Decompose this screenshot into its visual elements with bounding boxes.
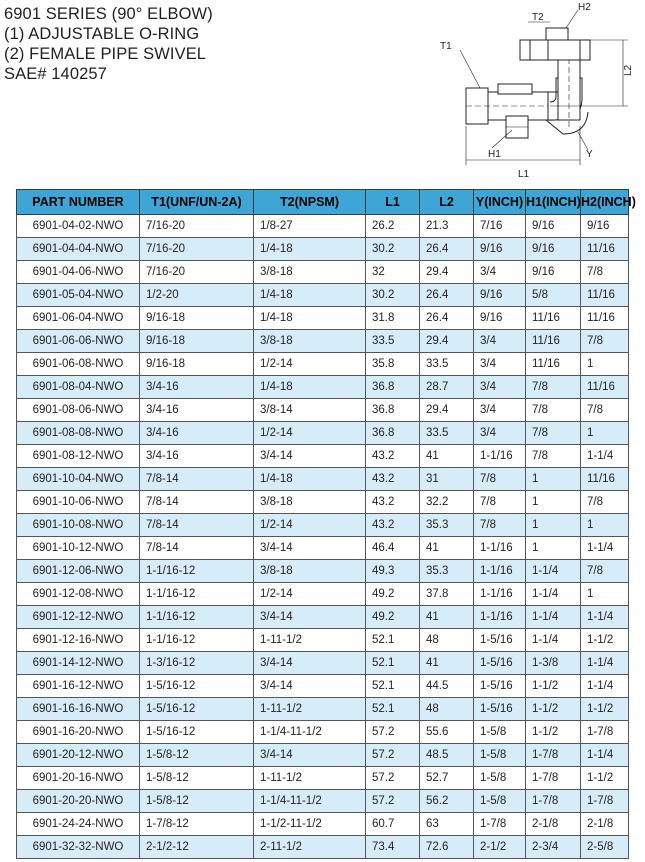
cell-t2: 3/8-18 (254, 491, 366, 514)
cell-h1: 1-7/8 (526, 790, 581, 813)
cell-l1: 36.8 (366, 376, 420, 399)
cell-t2: 1/4-18 (254, 468, 366, 491)
label-l2: L2 (623, 64, 634, 76)
cell-l2: 29.4 (420, 330, 474, 353)
cell-l1: 36.8 (366, 399, 420, 422)
cell-h2: 7/8 (581, 560, 629, 583)
cell-h2: 11/16 (581, 468, 629, 491)
cell-part-number: 6901-10-12-NWO (17, 537, 140, 560)
cell-y: 2-1/2 (474, 836, 526, 859)
cell-y: 1-1/16 (474, 537, 526, 560)
table-row (17, 330, 629, 353)
cell-t2: 3/4-14 (254, 744, 366, 767)
cell-l1: 49.2 (366, 583, 420, 606)
cell-l1: 30.2 (366, 284, 420, 307)
table-row (17, 353, 629, 376)
cell-part-number: 6901-16-16-NWO (17, 698, 140, 721)
cell-part-number: 6901-16-20-NWO (17, 721, 140, 744)
cell-t2: 3/8-18 (254, 560, 366, 583)
label-t1: T1 (440, 41, 452, 52)
table-row (17, 491, 629, 514)
cell-l2: 31 (420, 468, 474, 491)
cell-y: 1-5/16 (474, 698, 526, 721)
cell-t1: 3/4-16 (140, 422, 254, 445)
cell-y: 9/16 (474, 284, 526, 307)
cell-h1: 1-1/2 (526, 698, 581, 721)
cell-l1: 36.8 (366, 422, 420, 445)
table-row (17, 583, 629, 606)
table-row (17, 721, 629, 744)
cell-t2: 3/8-18 (254, 330, 366, 353)
cell-h1: 1-1/2 (526, 721, 581, 744)
cell-t2: 3/4-14 (254, 675, 366, 698)
cell-part-number: 6901-06-06-NWO (17, 330, 140, 353)
cell-l1: 49.3 (366, 560, 420, 583)
cell-t1: 2-1/2-12 (140, 836, 254, 859)
cell-l2: 72.6 (420, 836, 474, 859)
table-row (17, 790, 629, 813)
table-row (17, 560, 629, 583)
table-row (17, 468, 629, 491)
cell-h1: 1-1/4 (526, 629, 581, 652)
cell-part-number: 6901-12-12-NWO (17, 606, 140, 629)
cell-t2: 1/4-18 (254, 307, 366, 330)
cell-h2: 1 (581, 514, 629, 537)
cell-y: 7/8 (474, 514, 526, 537)
cell-t2: 3/8-14 (254, 399, 366, 422)
cell-h1: 5/8 (526, 284, 581, 307)
cell-y: 1-1/16 (474, 560, 526, 583)
cell-part-number: 6901-08-04-NWO (17, 376, 140, 399)
label-y: Y (586, 149, 593, 160)
header-h2: H2(INCH) (581, 190, 629, 215)
cell-h1: 1 (526, 491, 581, 514)
cell-t2: 1/4-18 (254, 376, 366, 399)
cell-part-number: 6901-32-32-NWO (17, 836, 140, 859)
cell-t2: 1-1/4-11-1/2 (254, 721, 366, 744)
table-row (17, 514, 629, 537)
header-part-number: PART NUMBER (17, 190, 140, 215)
table-row (17, 606, 629, 629)
cell-l1: 31.8 (366, 307, 420, 330)
cell-h2: 7/8 (581, 491, 629, 514)
table-row (17, 675, 629, 698)
cell-y: 1-5/8 (474, 721, 526, 744)
cell-h1: 9/16 (526, 215, 581, 238)
cell-l2: 48 (420, 629, 474, 652)
cell-part-number: 6901-20-12-NWO (17, 744, 140, 767)
cell-y: 1-7/8 (474, 813, 526, 836)
cell-t2: 1/8-27 (254, 215, 366, 238)
cell-t1: 1-5/16-12 (140, 721, 254, 744)
cell-l1: 52.1 (366, 698, 420, 721)
cell-t1: 1-7/8-12 (140, 813, 254, 836)
spec-table (16, 189, 636, 859)
cell-part-number: 6901-04-02-NWO (17, 215, 140, 238)
title-line-sae: SAE# 140257 (4, 65, 107, 83)
cell-t1: 1-5/16-12 (140, 698, 254, 721)
cell-h1: 9/16 (526, 261, 581, 284)
cell-h1: 1 (526, 468, 581, 491)
cell-h2: 1-7/8 (581, 790, 629, 813)
table-row (17, 376, 629, 399)
cell-t2: 1/2-14 (254, 514, 366, 537)
cell-l1: 43.2 (366, 514, 420, 537)
cell-l1: 57.2 (366, 721, 420, 744)
cell-y: 3/4 (474, 261, 526, 284)
cell-t2: 1/4-18 (254, 284, 366, 307)
cell-part-number: 6901-20-16-NWO (17, 767, 140, 790)
cell-h1: 1-1/4 (526, 560, 581, 583)
table-row (17, 537, 629, 560)
cell-h1: 1 (526, 537, 581, 560)
label-t2: T2 (532, 12, 544, 23)
cell-l2: 41 (420, 606, 474, 629)
cell-l1: 52.1 (366, 629, 420, 652)
label-l1: L1 (518, 169, 530, 180)
cell-part-number: 6901-10-08-NWO (17, 514, 140, 537)
cell-t1: 9/16-18 (140, 330, 254, 353)
cell-y: 1-5/16 (474, 629, 526, 652)
cell-h2: 1 (581, 422, 629, 445)
cell-l2: 41 (420, 652, 474, 675)
cell-t1: 7/8-14 (140, 514, 254, 537)
table-row (17, 284, 629, 307)
cell-part-number: 6901-12-16-NWO (17, 629, 140, 652)
cell-h2: 11/16 (581, 376, 629, 399)
cell-l2: 29.4 (420, 261, 474, 284)
table-row (17, 629, 629, 652)
cell-l1: 26.2 (366, 215, 420, 238)
cell-l2: 35.3 (420, 514, 474, 537)
cell-l1: 60.7 (366, 813, 420, 836)
cell-h2: 2-1/8 (581, 813, 629, 836)
cell-part-number: 6901-20-20-NWO (17, 790, 140, 813)
cell-h1: 2-3/4 (526, 836, 581, 859)
cell-part-number: 6901-06-08-NWO (17, 353, 140, 376)
cell-y: 7/16 (474, 215, 526, 238)
cell-l2: 52.7 (420, 767, 474, 790)
cell-l2: 29.4 (420, 399, 474, 422)
cell-h2: 1-1/4 (581, 675, 629, 698)
cell-part-number: 6901-24-24-NWO (17, 813, 140, 836)
cell-l2: 32.2 (420, 491, 474, 514)
title-line-end1: (1) ADJUSTABLE O-RING (4, 25, 200, 43)
title-line-end2: (2) FEMALE PIPE SWIVEL (4, 45, 207, 63)
cell-t2: 3/4-14 (254, 606, 366, 629)
cell-l2: 26.4 (420, 307, 474, 330)
cell-t1: 1-3/16-12 (140, 652, 254, 675)
cell-t1: 1-5/8-12 (140, 767, 254, 790)
cell-part-number: 6901-08-08-NWO (17, 422, 140, 445)
cell-l2: 33.5 (420, 353, 474, 376)
cell-part-number: 6901-10-06-NWO (17, 491, 140, 514)
table-row (17, 399, 629, 422)
cell-l1: 57.2 (366, 744, 420, 767)
cell-h1: 9/16 (526, 238, 581, 261)
title-line-series: 6901 SERIES (90° ELBOW) (4, 5, 213, 23)
cell-h2: 1-7/8 (581, 721, 629, 744)
cell-h1: 1-1/4 (526, 606, 581, 629)
cell-y: 3/4 (474, 422, 526, 445)
cell-t1: 1-5/8-12 (140, 790, 254, 813)
cell-h2: 1-1/4 (581, 445, 629, 468)
cell-y: 3/4 (474, 330, 526, 353)
cell-l2: 26.4 (420, 284, 474, 307)
label-h1: H1 (488, 149, 501, 160)
cell-t2: 3/4-14 (254, 652, 366, 675)
cell-part-number: 6901-04-06-NWO (17, 261, 140, 284)
cell-y: 9/16 (474, 238, 526, 261)
header-t1: T1(UNF/UN-2A) (140, 190, 254, 215)
cell-y: 3/4 (474, 376, 526, 399)
cell-h2: 1-1/4 (581, 652, 629, 675)
cell-y: 1-5/16 (474, 652, 526, 675)
cell-t2: 1/2-14 (254, 353, 366, 376)
cell-l2: 48 (420, 698, 474, 721)
cell-y: 3/4 (474, 399, 526, 422)
cell-h1: 1-3/8 (526, 652, 581, 675)
header-h1: H1(INCH) (526, 190, 581, 215)
cell-t1: 3/4-16 (140, 376, 254, 399)
cell-part-number: 6901-08-06-NWO (17, 399, 140, 422)
table-row (17, 215, 629, 238)
cell-part-number: 6901-14-12-NWO (17, 652, 140, 675)
cell-t2: 1/2-14 (254, 422, 366, 445)
cell-h1: 1-7/8 (526, 744, 581, 767)
table-row (17, 744, 629, 767)
cell-h2: 1-1/4 (581, 537, 629, 560)
cell-y: 7/8 (474, 491, 526, 514)
cell-t2: 1/2-14 (254, 583, 366, 606)
cell-t1: 7/8-14 (140, 491, 254, 514)
cell-part-number: 6901-10-04-NWO (17, 468, 140, 491)
cell-l2: 63 (420, 813, 474, 836)
cell-l1: 46.4 (366, 537, 420, 560)
cell-t1: 1/2-20 (140, 284, 254, 307)
table-body (17, 215, 629, 859)
cell-h1: 7/8 (526, 376, 581, 399)
cell-part-number: 6901-06-04-NWO (17, 307, 140, 330)
cell-l2: 35.3 (420, 560, 474, 583)
cell-y: 1-1/16 (474, 445, 526, 468)
cell-t1: 3/4-16 (140, 445, 254, 468)
table-row (17, 261, 629, 284)
cell-l1: 32 (366, 261, 420, 284)
cell-y: 7/8 (474, 468, 526, 491)
cell-t2: 3/8-18 (254, 261, 366, 284)
cell-y: 3/4 (474, 353, 526, 376)
cell-l2: 33.5 (420, 422, 474, 445)
cell-t2: 1-11-1/2 (254, 629, 366, 652)
cell-l2: 56.2 (420, 790, 474, 813)
cell-h1: 7/8 (526, 422, 581, 445)
cell-l2: 55.6 (420, 721, 474, 744)
cell-y: 9/16 (474, 307, 526, 330)
cell-h1: 2-1/8 (526, 813, 581, 836)
cell-y: 1-5/8 (474, 790, 526, 813)
cell-h2: 1-1/2 (581, 698, 629, 721)
cell-h1: 7/8 (526, 399, 581, 422)
cell-h2: 11/16 (581, 238, 629, 261)
cell-t2: 1-11-1/2 (254, 698, 366, 721)
cell-h1: 11/16 (526, 307, 581, 330)
cell-h2: 1 (581, 353, 629, 376)
cell-h1: 1-1/4 (526, 583, 581, 606)
cell-t2: 1/4-18 (254, 238, 366, 261)
cell-t1: 7/16-20 (140, 238, 254, 261)
table-row (17, 238, 629, 261)
cell-t1: 7/8-14 (140, 537, 254, 560)
cell-l2: 48.5 (420, 744, 474, 767)
cell-part-number: 6901-12-06-NWO (17, 560, 140, 583)
cell-l2: 41 (420, 445, 474, 468)
cell-y: 1-1/16 (474, 606, 526, 629)
table-row (17, 652, 629, 675)
table-row (17, 767, 629, 790)
cell-h1: 7/8 (526, 445, 581, 468)
cell-t1: 7/16-20 (140, 261, 254, 284)
cell-h1: 11/16 (526, 330, 581, 353)
cell-l2: 41 (420, 537, 474, 560)
cell-y: 1-1/16 (474, 583, 526, 606)
cell-h2: 1-1/4 (581, 606, 629, 629)
cell-t2: 2-11-1/2 (254, 836, 366, 859)
cell-l1: 35.8 (366, 353, 420, 376)
cell-h2: 11/16 (581, 284, 629, 307)
cell-part-number: 6901-16-12-NWO (17, 675, 140, 698)
cell-h2: 9/16 (581, 215, 629, 238)
cell-h1: 1-7/8 (526, 767, 581, 790)
cell-l1: 57.2 (366, 767, 420, 790)
cell-h1: 11/16 (526, 353, 581, 376)
cell-l2: 26.4 (420, 238, 474, 261)
cell-t1: 1-1/16-12 (140, 606, 254, 629)
cell-t1: 9/16-18 (140, 353, 254, 376)
cell-l1: 43.2 (366, 445, 420, 468)
table-row (17, 698, 629, 721)
label-h2: H2 (578, 2, 591, 13)
cell-t2: 1-1/2-11-1/2 (254, 813, 366, 836)
cell-h2: 7/8 (581, 399, 629, 422)
cell-h2: 1-1/4 (581, 744, 629, 767)
cell-t2: 1-1/4-11-1/2 (254, 790, 366, 813)
table-row (17, 307, 629, 330)
cell-l2: 21.3 (420, 215, 474, 238)
cell-h2: 7/8 (581, 261, 629, 284)
cell-y: 1-5/8 (474, 767, 526, 790)
table-row (17, 445, 629, 468)
cell-l1: 52.1 (366, 652, 420, 675)
header-t2: T2(NPSM) (254, 190, 366, 215)
cell-l1: 49.2 (366, 606, 420, 629)
cell-part-number: 6901-04-04-NWO (17, 238, 140, 261)
cell-t2: 3/4-14 (254, 537, 366, 560)
cell-t2: 3/4-14 (254, 445, 366, 468)
cell-t1: 1-1/16-12 (140, 629, 254, 652)
cell-l2: 37.8 (420, 583, 474, 606)
header-l2: L2 (420, 190, 474, 215)
cell-l2: 44.5 (420, 675, 474, 698)
cell-l1: 52.1 (366, 675, 420, 698)
cell-t1: 7/16-20 (140, 215, 254, 238)
cell-t2: 1-11-1/2 (254, 767, 366, 790)
cell-l1: 33.5 (366, 330, 420, 353)
header-l1: L1 (366, 190, 420, 215)
table-row (17, 836, 629, 859)
cell-h2: 2-5/8 (581, 836, 629, 859)
cell-t1: 1-1/16-12 (140, 583, 254, 606)
cell-part-number: 6901-12-08-NWO (17, 583, 140, 606)
cell-t1: 7/8-14 (140, 468, 254, 491)
cell-l1: 73.4 (366, 836, 420, 859)
cell-part-number: 6901-08-12-NWO (17, 445, 140, 468)
cell-y: 1-5/16 (474, 675, 526, 698)
table-row (17, 813, 629, 836)
cell-h2: 7/8 (581, 330, 629, 353)
cell-h1: 1 (526, 514, 581, 537)
cell-h1: 1-1/2 (526, 675, 581, 698)
cell-t1: 9/16-18 (140, 307, 254, 330)
elbow-fitting-drawing (428, 0, 643, 185)
cell-y: 1-5/8 (474, 744, 526, 767)
series-title (4, 4, 213, 84)
cell-l2: 28.7 (420, 376, 474, 399)
cell-l1: 43.2 (366, 468, 420, 491)
cell-l1: 30.2 (366, 238, 420, 261)
cell-h2: 1 (581, 583, 629, 606)
cell-t1: 3/4-16 (140, 399, 254, 422)
table-header-row (17, 190, 629, 215)
table-row (17, 422, 629, 445)
cell-t1: 1-1/16-12 (140, 560, 254, 583)
cell-h2: 1-1/2 (581, 767, 629, 790)
cell-l1: 57.2 (366, 790, 420, 813)
cell-t1: 1-5/8-12 (140, 744, 254, 767)
cell-h2: 1-1/2 (581, 629, 629, 652)
cell-part-number: 6901-05-04-NWO (17, 284, 140, 307)
header-y: Y(INCH) (474, 190, 526, 215)
cell-l1: 43.2 (366, 491, 420, 514)
cell-t1: 1-5/16-12 (140, 675, 254, 698)
cell-h2: 11/16 (581, 307, 629, 330)
